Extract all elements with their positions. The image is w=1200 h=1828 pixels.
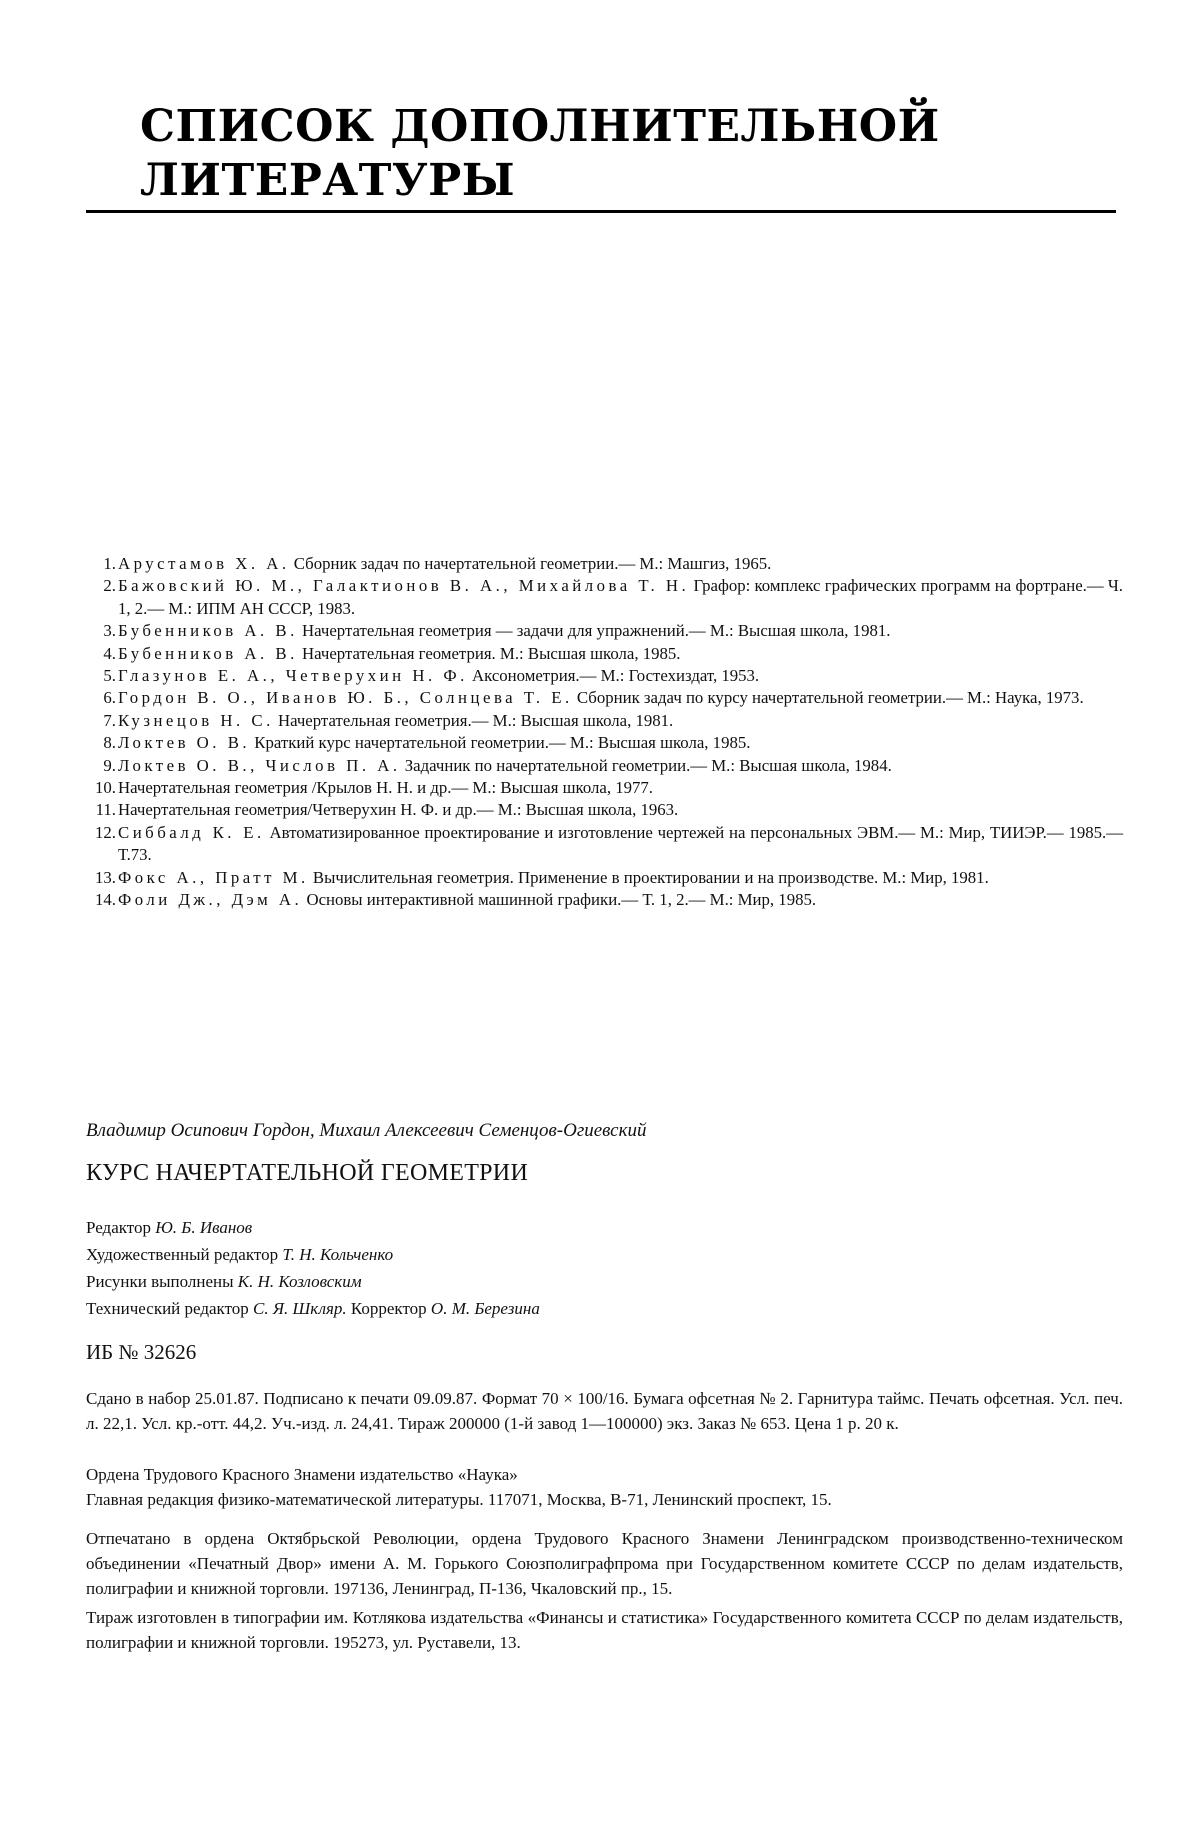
reference-item [90,710,1123,732]
colophon [86,1118,1123,1659]
reference-item [90,889,1123,911]
reference-number: 1. [103,554,116,573]
staff-role: Рисунки выполнены [86,1272,238,1291]
reference-item [90,687,1123,709]
reference-number: 3. [103,621,116,641]
reference-number: 7. [103,710,116,730]
colophon-authors: Владимир Осипович Гордон, Михаил Алексеевич Семенцов-Огиевский [86,1120,647,1141]
reference-authors: Арустамов Х. А. [118,554,290,573]
staff-role: Редактор [86,1218,156,1237]
reference-item [90,799,1123,821]
reference-text: Сборник задач по начертательной геометрии.— М.: Машгиз, 1965. [289,554,772,573]
reference-authors: Бубенников А. В. [118,643,298,663]
publisher-info [86,1462,1123,1512]
reference-number: 8. [103,733,116,753]
reference-authors: Сиббалд К. Е. [118,822,265,842]
reference-text: Начертательная геометрия — задачи для упражнений.— М.: Высшая школа, 1981. [297,621,891,641]
reference-authors: Гордон В. О., Иванов Ю. Б., Солнцева Т. Е. [118,688,573,708]
reference-authors: Фоли Дж., Дэм А. [118,890,303,910]
staff-role-proofreader: Корректор [346,1299,431,1318]
staff-role: Технический редактор [86,1299,254,1318]
reference-text: Задачник по начертательной геометрии.— М.: Высшая школа, 1984. [400,755,892,775]
reference-number: 12. [95,822,116,842]
staff-name: К. Н. Козловским [237,1272,362,1291]
page-heading [140,100,1080,208]
reference-number: 4. [103,643,116,663]
staff-name: Т. Н. Кольченко [282,1245,394,1264]
heading-rule [86,210,1116,213]
reference-authors: Бажовский Ю. М., Галактионов В. А., Михайлова Т. Н. [118,576,690,596]
staff-line-illustrations [86,1268,1123,1295]
reference-item [90,867,1123,889]
technical-details: Сдано в набор 25.01.87. Подписано к печати 09.09.87. Формат 70 × 100/16. Бумага офсетная № 2. Гарнитура таймс. Печать офсетная. Усл. печ. л. 22,1. Усл. кр.-отт. 44,2. Уч.-изд. л. 24,41. Тираж 200000 (1-й завод 1—100000) экз. Заказ № 653. Цена 1 р. 20 к. [86,1389,1123,1433]
staff-line-editor [86,1214,1123,1241]
staff-name: С. Я. Шкляр. [253,1299,347,1318]
staff-name: Ю. Б. Иванов [155,1218,253,1237]
reference-authors: Локтев О. В., Числов П. А. [118,755,401,775]
printer-paragraph-2: Тираж изготовлен в типографии им. Котлякова издательства «Финансы и статистика» Государственного комитета СССР по делам издательств, полиграфии и книжной торговли. 195273, ул. Руставели, 13. [86,1608,1123,1652]
heading-line-1: СПИСОК ДОПОЛНИТЕЛЬНОЙ [140,101,940,152]
reference-text: Начертательная геометрия /Крылов Н. Н. и др.— М.: Высшая школа, 1977. [118,778,653,798]
reference-item [90,553,1123,575]
reference-text: Сборник задач по курсу начертательной геометрии.— М.: Наука, 1973. [572,688,1084,708]
reference-text: Графор: комплекс графических программ на фортране.— Ч. 1, 2.— М.: ИПМ АН СССР, 1983. [118,576,1124,618]
staff-role: Художественный редактор [86,1245,283,1264]
printer-paragraph-1: Отпечатано в ордена Октябрьской Революции, ордена Трудового Красного Знамени Ленинградском производственно-техническом объединении «Печатный Двор» имени А. М. Горького Союзполиграфпрома при Государственном комитете СССР по делам издательств, полиграфии и книжной торговли. 197136, Ленинград, П-136, Чкаловский пр., 15. [86,1529,1123,1598]
staff-credits [86,1214,1123,1322]
reference-number: 6. [103,688,116,708]
publisher-address: Главная редакция физико-математической литературы. 117071, Москва, В-71, Ленинский проспект, 15. [86,1490,832,1509]
heading-line-2: ЛИТЕРАТУРЫ [140,155,516,206]
reference-item [90,777,1123,799]
reference-authors: Фокс А., Пратт М. [118,867,309,887]
reference-number: 2. [103,576,116,596]
reference-text: Начертательная геометрия/Четверухин Н. Ф. и др.— М.: Высшая школа, 1963. [118,800,679,820]
staff-line-tech-editor [86,1295,1123,1322]
reference-item [90,755,1123,777]
reference-text: Начертательная геометрия.— М.: Высшая школа, 1981. [273,710,674,730]
printer-info [86,1526,1123,1655]
reference-item [90,575,1123,620]
reference-number: 10. [95,778,116,798]
reference-item [90,620,1123,642]
reference-authors: Бубенников А. В. [118,621,298,641]
book-title: КУРС НАЧЕРТАТЕЛЬНОЙ ГЕОМЕТРИИ [86,1160,529,1186]
reference-item [90,665,1123,687]
reference-authors: Локтев О. В. [118,733,251,753]
staff-line-art-editor [86,1241,1123,1268]
publisher-name: Ордена Трудового Красного Знамени издательство «Наука» [86,1465,518,1484]
reference-number: 14. [95,890,116,910]
reference-number: 11. [95,800,116,820]
reference-item [90,643,1123,665]
reference-authors: Глазунов Е. А., Четверухин Н. Ф. [118,666,468,686]
staff-name-proofreader: О. М. Березина [430,1299,540,1318]
reference-text: Вычислительная геометрия. Применение в проектировании и на производстве. М.: Мир, 1981. [308,867,989,887]
reference-text: Автоматизированное проектирование и изготовление чертежей на персональных ЭВМ.— М.: Мир, ТИИЭР.— 1985.— Т.73. [118,822,1123,865]
reference-number: 13. [95,867,116,887]
reference-item [90,822,1123,867]
reference-text: Основы интерактивной машинной графики.— Т. 1, 2.— М.: Мир, 1985. [302,890,817,910]
reference-authors: Кузнецов Н. С. [118,710,274,730]
reference-number: 5. [103,666,116,686]
reference-list [90,553,1123,912]
reference-text: Аксонометрия.— М.: Гостехиздат, 1953. [467,666,760,686]
reference-text: Начертательная геометрия. М.: Высшая школа, 1985. [297,643,681,663]
reference-number: 9. [103,755,116,775]
reference-item [90,732,1123,754]
ib-number: ИБ № 32626 [86,1340,197,1364]
reference-text: Краткий курс начертательной геометрии.— М.: Высшая школа, 1985. [250,733,751,753]
